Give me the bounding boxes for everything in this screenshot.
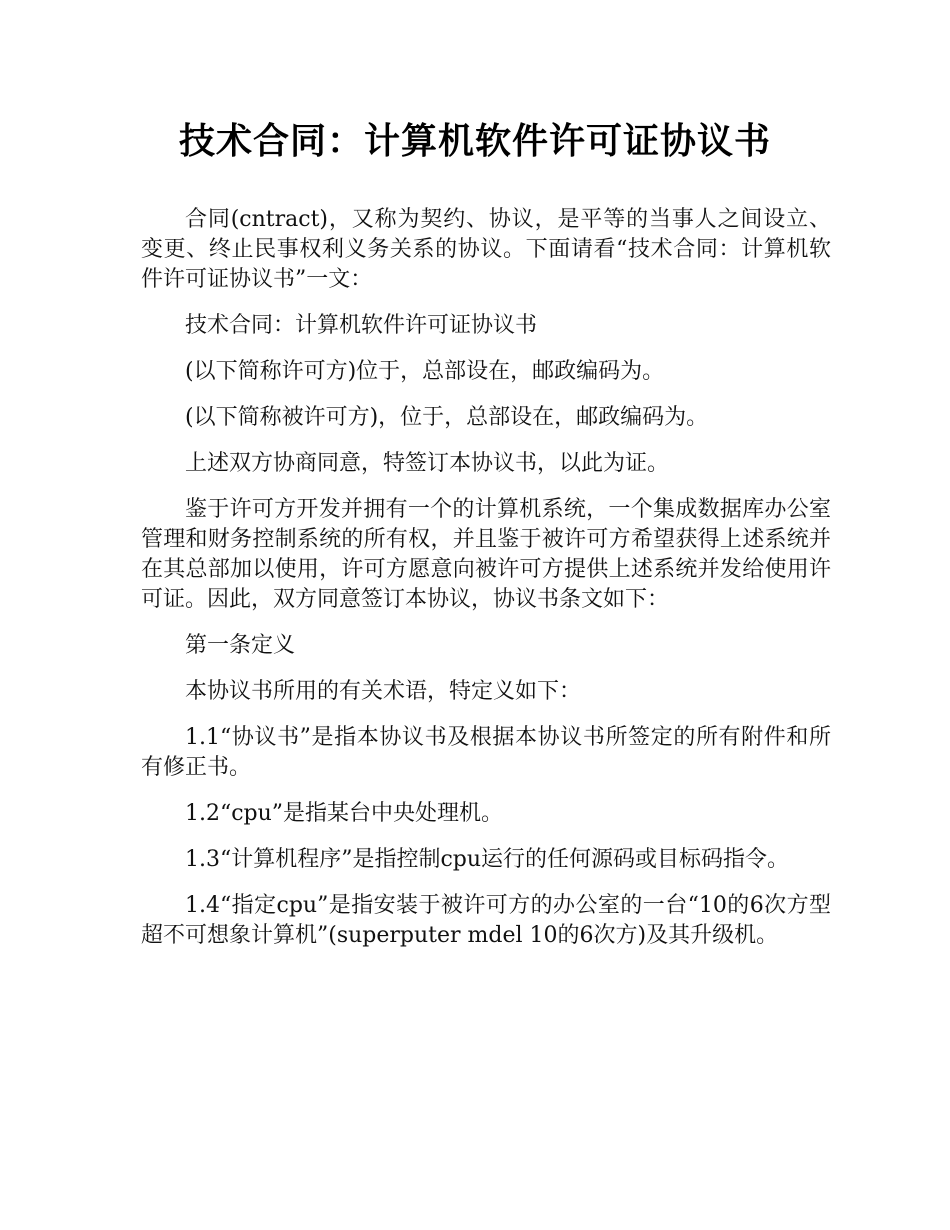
document-title: 技术合同：计算机软件许可证协议书 <box>178 121 771 162</box>
contract-heading: 技术合同：计算机软件许可证协议书 <box>185 313 538 338</box>
definition-1-3: 1.3“计算机程序”是指控制cpu运行的任何源码或目标码指令。 <box>185 847 790 872</box>
definition-1-4: 1.4“指定cpu”是指安装于被许可方的办公室的一台“10的6次方型超不可想象计算机”(superputer mdel 10的6次方)及其升级机。 <box>141 893 831 948</box>
definition-1-2: 1.2“cpu”是指某台中央处理机。 <box>185 801 504 826</box>
intro-paragraph: 合同(cntract)，又称为契约、协议，是平等的当事人之间设立、变更、终止民事权利义务关系的协议。下面请看“技术合同：计算机软件许可证协议书”一文： <box>141 207 831 292</box>
article-1-heading: 第一条定义 <box>185 633 296 658</box>
whereas-paragraph: 鉴于许可方开发并拥有一个的计算机系统，一个集成数据库办公室管理和财务控制系统的所有权，并且鉴于被许可方希望获得上述系统并在其总部加以使用，许可方愿意向被许可方提供上述系统并发给使用许可证。因此，双方同意签订本协议，协议书条文如下： <box>141 497 831 612</box>
licensee-paragraph: (以下简称被许可方)，位于，总部设在，邮政编码为。 <box>185 405 709 430</box>
agreement-paragraph: 上述双方协商同意，特签订本协议书，以此为证。 <box>185 451 670 476</box>
document-body <box>141 205 831 967</box>
definitions-intro: 本协议书所用的有关术语，特定义如下： <box>185 679 582 704</box>
definition-1-1: 1.1“协议书”是指本协议书及根据本协议书所签定的所有附件和所有修正书。 <box>141 725 831 780</box>
licensor-paragraph: (以下简称许可方)位于，总部设在，邮政编码为。 <box>185 359 665 384</box>
